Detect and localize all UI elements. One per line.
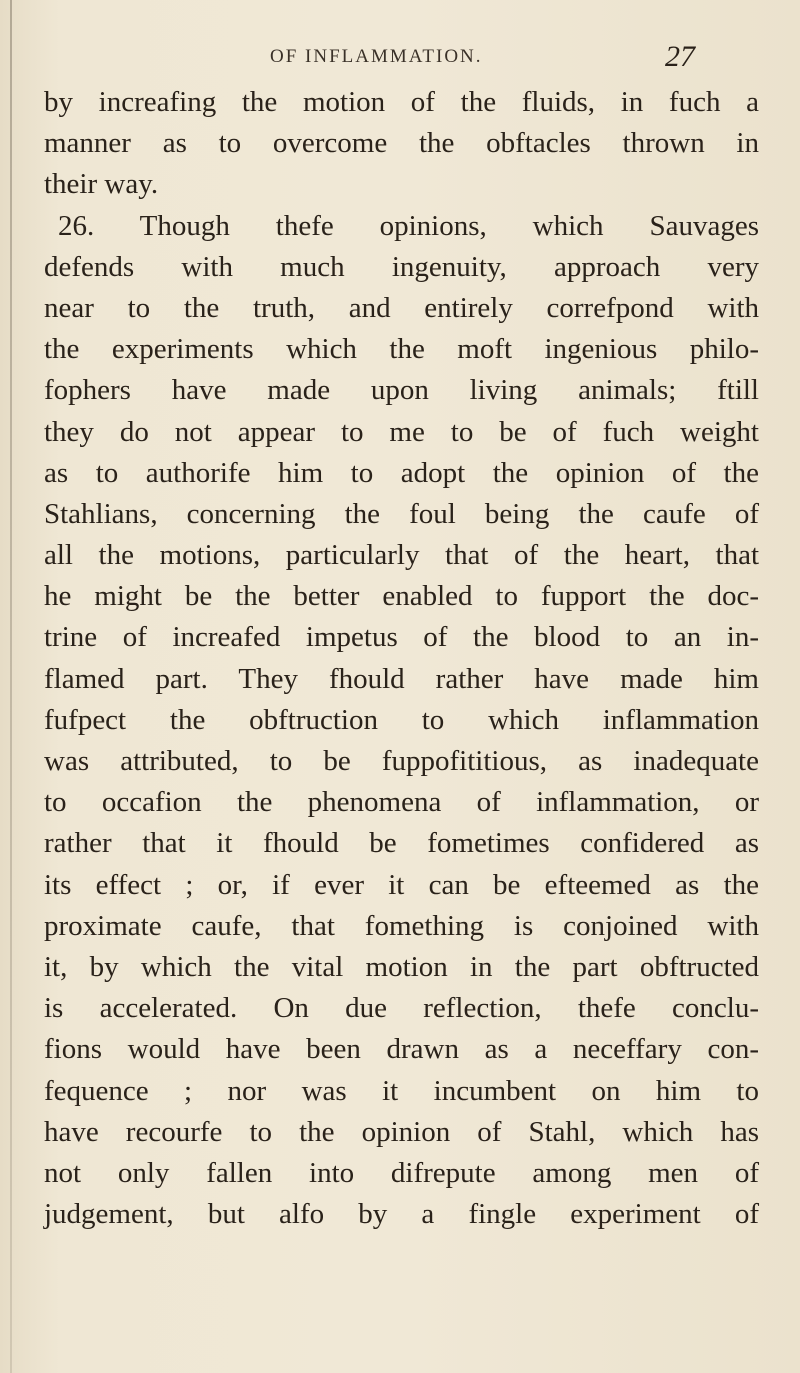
text-line: trine of increafed impetus of the blood to an in- xyxy=(44,621,759,654)
text-line: flamed part. They fhould rather have made him xyxy=(44,662,759,695)
text-line: he might be the better enabled to fupport the doc- xyxy=(44,580,759,613)
text-line: was attributed, to be fuppofititious, as inadequate xyxy=(44,745,759,777)
text-line: rather that it fhould be fometimes confidered as xyxy=(44,827,759,860)
text-line: by increafing the motion of the fluids, in fuch a xyxy=(44,86,759,118)
text-line: fions would have been drawn as a neceffary con- xyxy=(44,1033,759,1066)
running-title: OF INFLAMMATION. xyxy=(270,46,483,67)
text-line: the experiments which the moft ingenious philo- xyxy=(44,333,759,366)
text-line: they do not appear to me to be of fuch weight xyxy=(44,415,759,448)
text-line: Stahlians, concerning the foul being the caufe of xyxy=(44,497,759,530)
text-line: is accelerated. On due reflection, thefe conclu- xyxy=(44,992,759,1025)
text-line: proximate caufe, that fomething is conjoined with xyxy=(44,909,759,942)
text-line: all the motions, particularly that of the heart, that xyxy=(44,539,759,572)
text-line: fequence ; nor was it incumbent on him to xyxy=(44,1074,759,1107)
text-line: fophers have made upon living animals; ftill xyxy=(44,374,759,407)
text-line: to occafion the phenomena of inflammation, or xyxy=(44,786,759,819)
text-line: near to the truth, and entirely correfpond with xyxy=(44,291,759,324)
text-line: have recourfe to the opinion of Stahl, which has xyxy=(44,1115,759,1148)
page-number: 27 xyxy=(665,40,695,73)
text-line: not only fallen into difrepute among men of xyxy=(44,1156,759,1189)
body-text xyxy=(44,82,759,1235)
text-line: their way. xyxy=(44,168,159,201)
text-line: judgement, but alfo by a fingle experiment of xyxy=(44,1198,759,1231)
text-line: its effect ; or, if ever it can be efteemed as the xyxy=(44,868,759,901)
text-line: it, by which the vital motion in the part obftructed xyxy=(44,950,759,983)
text-line: manner as to overcome the obftacles thrown in xyxy=(44,127,759,160)
running-head xyxy=(0,38,800,78)
text-line: as to authorife him to adopt the opinion of the xyxy=(44,456,759,489)
blank-bottom-margin xyxy=(0,1100,800,1373)
text-line: fufpect the obftruction to which inflammation xyxy=(44,703,759,736)
text-line: defends with much ingenuity, approach very xyxy=(44,250,759,283)
text-line: 26. Though thefe opinions, which Sauvages xyxy=(58,209,759,242)
